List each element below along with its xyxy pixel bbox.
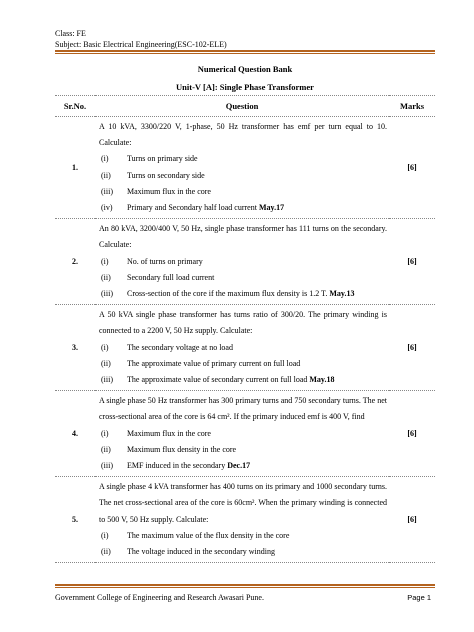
question-number: 1. bbox=[55, 117, 95, 219]
sub-question-number: (ii) bbox=[101, 272, 111, 282]
question-stem: A 10 kVA, 3300/220 V, 1-phase, 50 Hz transformer has emf per turn equal to 10. Calculate: bbox=[99, 122, 387, 148]
sub-question-text bbox=[127, 340, 387, 356]
question-cell bbox=[95, 117, 389, 219]
sub-question bbox=[99, 168, 387, 184]
sub-question-body: Cross-section of the core if the maximum flux density is 1.2 T. bbox=[127, 289, 330, 299]
question-stem: A 50 kVA single phase transformer has turns ratio of 300/20. The primary winding is connected to a 2200 V, 50 Hz supply. Calculate: bbox=[99, 310, 387, 336]
sub-question-text bbox=[127, 544, 387, 560]
bank-title: Numerical Question Bank bbox=[197, 64, 293, 74]
question-stem: A single phase 50 Hz transformer has 300 primary turns and 750 secondary turns. The net cross-sectional area of the core is 64 cm². If the primary induced emf is 400 V, find bbox=[99, 396, 387, 422]
sub-question-number: (i) bbox=[101, 428, 109, 438]
table-header-row bbox=[55, 96, 435, 117]
sub-question-body: Turns on primary side bbox=[127, 154, 198, 164]
marks-value: [6] bbox=[389, 477, 435, 563]
sub-question-text bbox=[127, 270, 387, 286]
question-number: 5. bbox=[55, 477, 95, 563]
sub-question-text bbox=[127, 200, 387, 216]
exam-tag: Dec.17 bbox=[227, 461, 251, 471]
class-line: Class: FE bbox=[55, 29, 86, 38]
sub-question-body: The approximate value of primary current on full load bbox=[127, 358, 301, 368]
sub-question-number: (iii) bbox=[101, 375, 113, 385]
sub-question-number: (ii) bbox=[101, 444, 111, 454]
sub-question-text bbox=[127, 286, 387, 302]
sub-question bbox=[99, 426, 387, 442]
sub-question-text bbox=[127, 184, 387, 200]
question-header: Question bbox=[95, 96, 389, 117]
sub-question-number: (iii) bbox=[101, 289, 113, 299]
sub-question-text bbox=[127, 372, 387, 388]
sub-question bbox=[99, 340, 387, 356]
sub-question-text bbox=[127, 442, 387, 458]
table-row bbox=[55, 219, 435, 305]
question-number: 4. bbox=[55, 391, 95, 477]
sub-question-body: The maximum value of the flux density in the core bbox=[127, 530, 290, 540]
sub-question bbox=[99, 372, 387, 388]
sub-question bbox=[99, 442, 387, 458]
sub-question-body: Secondary full load current bbox=[127, 272, 215, 282]
sub-question bbox=[99, 254, 387, 270]
sub-question bbox=[99, 286, 387, 302]
sub-question-number: (i) bbox=[101, 154, 109, 164]
header-rule-thin bbox=[55, 53, 435, 54]
sub-question-number: (ii) bbox=[101, 170, 111, 180]
question-cell bbox=[95, 391, 389, 477]
sub-question-text bbox=[127, 458, 387, 474]
marks-value: [6] bbox=[389, 219, 435, 305]
sub-question-text bbox=[127, 254, 387, 270]
question-rows bbox=[55, 117, 435, 563]
sub-question bbox=[99, 270, 387, 286]
sub-question-number: (i) bbox=[101, 256, 109, 266]
sub-question bbox=[99, 544, 387, 560]
sub-question-text bbox=[127, 168, 387, 184]
sub-question-number: (i) bbox=[101, 342, 109, 352]
srno-header: Sr.No. bbox=[55, 96, 95, 117]
sub-question bbox=[99, 458, 387, 474]
exam-tag: May.18 bbox=[309, 375, 335, 385]
page-footer bbox=[55, 593, 435, 602]
institute-name: Government College of Engineering and Research Awasari Pune. bbox=[55, 593, 264, 602]
exam-tag: May.13 bbox=[329, 289, 355, 299]
sub-question-body: The approximate value of secondary current on full load bbox=[127, 375, 310, 385]
question-cell bbox=[95, 477, 389, 563]
sub-question-body: Turns on secondary side bbox=[127, 170, 205, 180]
question-stem: An 80 kVA, 3200/400 V, 50 Hz, single phase transformer has 111 turns on the secondary. Calculate: bbox=[99, 224, 387, 250]
sub-question-body: No. of turns on primary bbox=[127, 256, 203, 266]
question-cell bbox=[95, 305, 389, 391]
sub-question-body: The secondary voltage at no load bbox=[127, 342, 233, 352]
question-number: 3. bbox=[55, 305, 95, 391]
sub-question-number: (iii) bbox=[101, 186, 113, 196]
sub-question bbox=[99, 184, 387, 200]
question-number: 2. bbox=[55, 219, 95, 305]
table-row bbox=[55, 477, 435, 563]
exam-tag: May.17 bbox=[258, 203, 285, 213]
header-rule bbox=[55, 50, 435, 52]
sub-question-body: Maximum flux in the core bbox=[127, 428, 211, 438]
sub-question-number: (i) bbox=[101, 530, 109, 540]
marks-value: [6] bbox=[389, 391, 435, 477]
marks-value: [6] bbox=[389, 305, 435, 391]
question-table bbox=[55, 95, 435, 563]
table-row bbox=[55, 305, 435, 391]
sub-question-number: (ii) bbox=[101, 358, 111, 368]
sub-question bbox=[99, 356, 387, 372]
sub-question-text bbox=[127, 528, 387, 544]
sub-question-text bbox=[127, 151, 387, 167]
subject-line: Subject: Basic Electrical Engineering(ESC-102-ELE) bbox=[55, 40, 227, 49]
sub-question-body: Maximum flux in the core bbox=[127, 186, 211, 196]
table-row bbox=[55, 117, 435, 219]
sub-question-number: (iii) bbox=[101, 461, 113, 471]
sub-question bbox=[99, 528, 387, 544]
sub-question bbox=[99, 151, 387, 167]
sub-question-body: Maximum flux density in the core bbox=[127, 444, 237, 454]
unit-title: Unit-V [A]: Single Phase Transformer bbox=[176, 82, 314, 92]
sub-question-text bbox=[127, 356, 387, 372]
question-cell bbox=[95, 219, 389, 305]
marks-header: Marks bbox=[389, 96, 435, 117]
sub-question-body: EMF induced in the secondary bbox=[127, 461, 228, 471]
footer-rule bbox=[55, 584, 435, 586]
sub-question bbox=[99, 200, 387, 216]
footer-rule-thin bbox=[55, 587, 435, 588]
page-header bbox=[55, 28, 227, 50]
sub-question-text bbox=[127, 426, 387, 442]
sub-question-number: (iv) bbox=[101, 203, 113, 213]
sub-question-body: Primary and Secondary half load current bbox=[127, 203, 259, 213]
table-row bbox=[55, 391, 435, 477]
sub-question-number: (ii) bbox=[101, 547, 111, 557]
sub-question-body: The voltage induced in the secondary winding bbox=[127, 547, 275, 557]
marks-value: [6] bbox=[389, 117, 435, 219]
question-stem: A single phase 4 kVA transformer has 400 turns on its primary and 1000 secondary turns. The net cross-sectional area of the core is 60cm². When the primary winding is connected to 500 V, 50 Hz supply. Calculate: bbox=[99, 482, 387, 524]
page-number: Page 1 bbox=[407, 593, 431, 602]
